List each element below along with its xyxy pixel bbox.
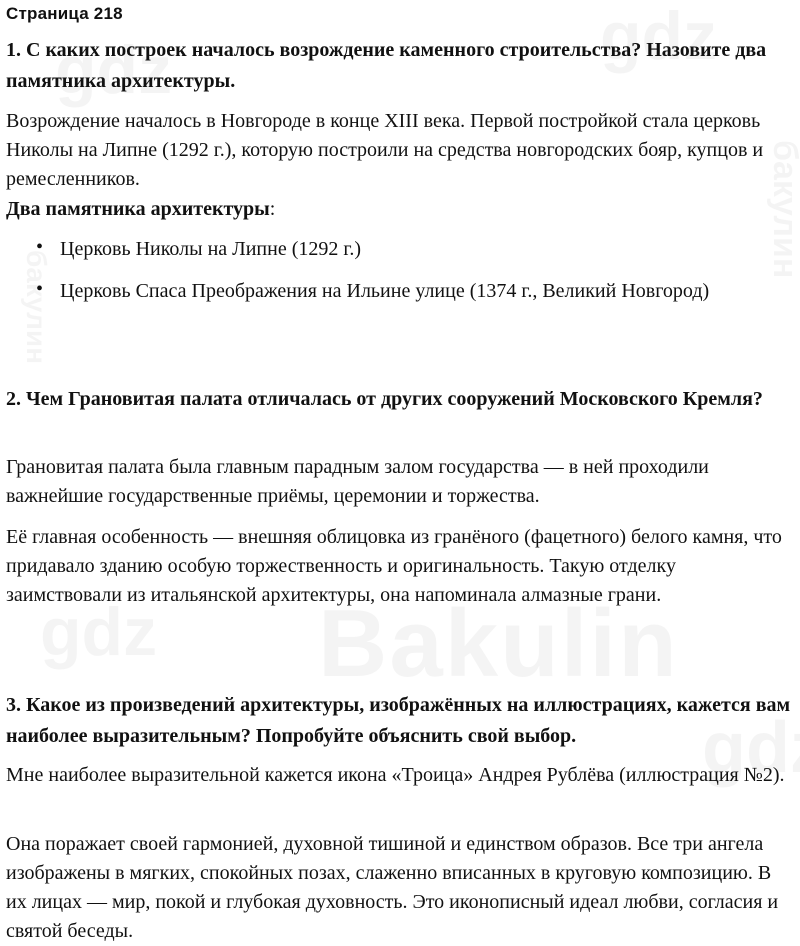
question-3: 3. Какое из произведений архитектуры, изображённых на иллюстрациях, кажется вам наиболее выразительным? Попробуйте объяснить свой выбор. — [6, 694, 791, 747]
watermark-vertical — [22, 250, 50, 364]
page-title: Страница 218 — [6, 4, 123, 23]
watermark-bakulin — [318, 596, 679, 692]
answer-2-paragraph-1: Грановитая палата была главным парадным залом государства — в ней проходили важнейшие государственные приёмы, церемонии и торжества. — [6, 456, 709, 507]
list-item: Церковь Спаса Преображения на Ильине улице (1374 г., Великий Новгород) — [60, 280, 710, 302]
list-title-colon: : — [269, 198, 276, 220]
question-1: 1. С каких построек началось возрождение каменного строительства? Назовите два памятника архитектуры. — [6, 39, 767, 92]
answer-2-paragraph-2: Её главная особенность — внешняя облицовка из гранёного (фацетного) белого камня, что придавало зданию особую торжественность и оригинальность. Такую отделку заимствовали из итальянской архитектуры, она напоминала алмазные грани. — [6, 526, 782, 606]
bullet-marker: • — [36, 236, 44, 258]
answer-3-paragraph-2: Она поражает своей гармонией, духовной тишиной и единством образов. Все три ангела изображены в мягких, спокойных позах, слаженно вписанных в круговую композицию. В их лицах — мир, покой и глубокая духовность. Это иконописный идеал любви, согласия и святой беседы. — [6, 833, 779, 942]
list-title — [6, 195, 796, 224]
list-title-label: Два памятника архитектуры — [6, 198, 270, 220]
bullet-marker: • — [36, 278, 44, 300]
answer-3-paragraph-1: Мне наиболее выразительной кажется икона «Троица» Андрея Рублёва (иллюстрация №2). — [6, 764, 785, 786]
list-item: Церковь Николы на Липне (1292 г.) — [60, 238, 361, 260]
answer-1: Возрождение началось в Новгороде в конце XIII века. Первой постройкой стала церковь Николы на Липне (1292 г.), которую построили на средства новгородских бояр, купцов и ремесленников. — [6, 110, 764, 190]
question-2: 2. Чем Грановитая палата отличалась от других сооружений Московского Кремля? — [6, 388, 763, 410]
